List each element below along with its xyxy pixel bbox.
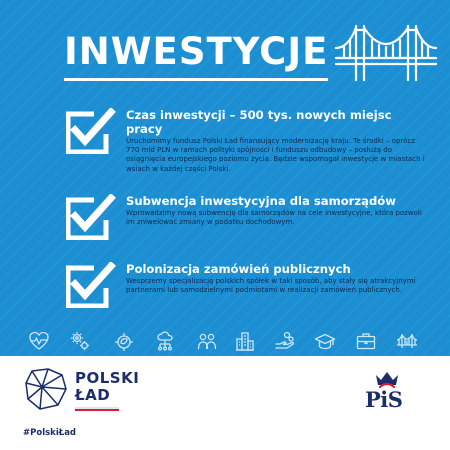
leaf-gear-icon <box>113 330 135 352</box>
checkbox-check-icon <box>66 108 116 154</box>
graduation-cap-icon <box>314 330 336 352</box>
item-body: Wprowadzimy nową subwencję dla samorządów na cele inwestycyjne, która pozwoli im zniwelować zmiany w podatku dochodowym. <box>126 209 422 227</box>
heart-pulse-icon <box>28 330 50 352</box>
brand-name <box>75 370 139 404</box>
bridge-icon <box>334 18 438 86</box>
gears-icon <box>69 330 91 352</box>
checkbox-check-icon <box>66 262 116 308</box>
hand-coins-icon <box>274 330 296 352</box>
bridge-small-icon <box>396 330 418 352</box>
brand-line-polski: POLSKI <box>75 369 140 387</box>
party-logo-text: PiS <box>365 387 403 412</box>
item-body: Uruchomimy fundusz Polski Ład finansujący modernizację kraju. Te środki – oprócz 770 mld PLN w ramach polityki spójności i funduszu odbudowy – posłużą do osiągnięcia europejskiego poziomu życia. Będzie wspomagał inwestycje w miastach i wsiach w każdej części Polski. <box>126 137 425 173</box>
page-title: INWESTYCJE <box>64 30 329 73</box>
people-icon <box>196 330 218 352</box>
pis-eagle-crown-icon <box>370 369 404 389</box>
polski-lad-logo-icon <box>24 367 68 411</box>
city-buildings-icon <box>234 330 256 352</box>
item-title: Polonizacja zamówień publicznych <box>126 262 351 276</box>
item-body: Wesprzemy specjalizację polskich spółek w taki sposób, aby stały się atrakcyjnymi partnerami lub samodzielnymi podmiotami w realizacji zamówień publicznych. <box>126 277 416 295</box>
briefcase-icon <box>355 330 377 352</box>
brand-line-lad: ŁAD <box>75 386 111 404</box>
hashtag: #PolskiŁad <box>23 428 77 438</box>
flag-stripe <box>75 407 119 411</box>
item-title: Czas inwestycji – 500 tys. nowych miejsc pracy <box>126 108 392 136</box>
checkbox-check-icon <box>66 194 116 240</box>
icon-strip <box>28 330 422 352</box>
network-cloud-icon <box>155 330 177 352</box>
item-title: Subwencja inwestycyjna dla samorządów <box>126 194 396 208</box>
title-underline <box>64 78 328 81</box>
